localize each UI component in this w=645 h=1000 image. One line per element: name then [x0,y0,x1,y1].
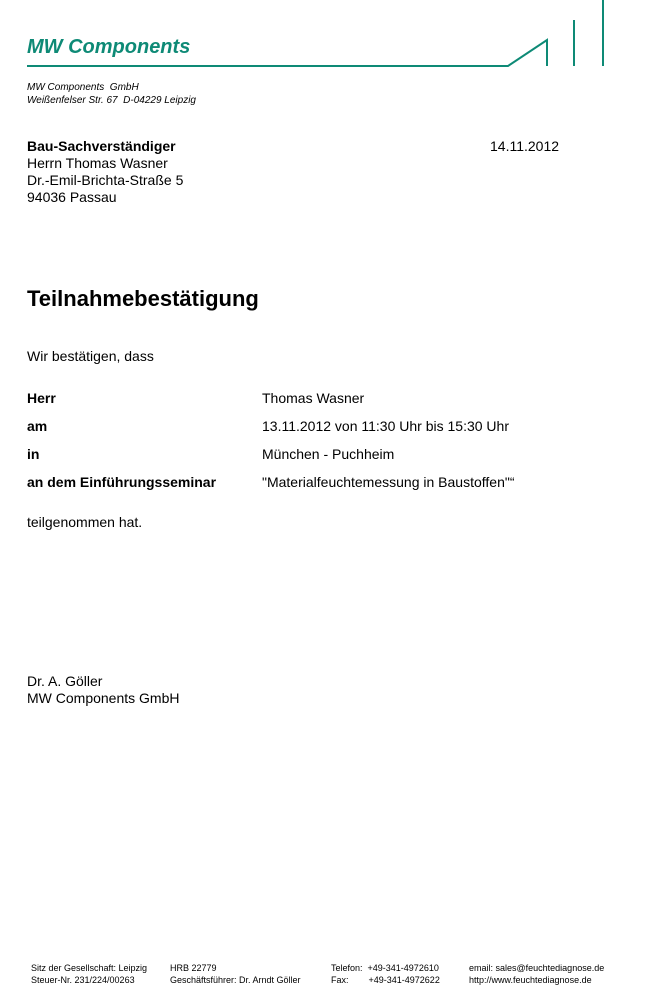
company-logo-text: MW Components [27,36,191,58]
recipient-address-block [27,138,183,206]
footer-tax-number: Steuer-Nr. 231/224/00263 [31,975,135,985]
footer-website: http://www.feuchtediagnose.de [469,975,592,985]
detail-value: München - Puchheim [262,446,395,462]
footer-phone: Telefon: +49-341-4972610 [331,963,439,973]
recipient-street: Dr.-Emil-Brichta-Straße 5 [27,172,184,188]
sender-name: MW Components GmbH [27,82,139,93]
sender-address-block [27,81,196,107]
detail-value: "Materialfeuchtemessung in Baustoffen"“ [262,474,515,490]
detail-label: an dem Einführungsseminar [27,474,217,490]
detail-value: 13.11.2012 von 11:30 Uhr bis 15:30 Uhr [262,418,509,434]
footer-seat: Sitz der Gesellschaft: Leipzig [31,963,148,973]
footer-registry-info [170,962,301,986]
detail-row-date [27,418,617,436]
detail-label: am [27,418,48,434]
recipient-name: Herrn Thomas Wasner [27,155,168,171]
footer-email: email: sales@feuchtediagnose.de [469,963,605,973]
recipient-organization: Bau-Sachverständiger [27,138,176,154]
footer-phone-info [331,962,440,986]
footer-managing-director: Geschäftsführer: Dr. Arndt Göller [170,975,301,985]
detail-label: in [27,446,40,462]
signature-name: Dr. A. Göller [27,673,103,689]
footer-company-info [31,962,147,986]
detail-row-location [27,446,617,464]
footer-registry: HRB 22779 [170,963,217,973]
signature-company: MW Components GmbH [27,690,180,706]
sender-address: Weißenfelser Str. 67 D-04229 Leipzig [27,95,196,106]
document-title: Teilnahmebestätigung [27,286,259,311]
letter-date: 14.11.2012 [490,138,560,154]
detail-label: Herr [27,390,56,406]
detail-row-participant [27,390,617,408]
detail-value: Thomas Wasner [262,390,365,406]
closing-text: teilgenommen hat. [27,514,143,530]
footer-contact-info [469,962,604,986]
detail-row-seminar [27,474,617,492]
footer-fax: Fax: +49-341-4972622 [331,975,440,985]
recipient-city: 94036 Passau [27,189,117,205]
intro-text: Wir bestätigen, dass [27,348,154,364]
signature-block [27,673,179,707]
